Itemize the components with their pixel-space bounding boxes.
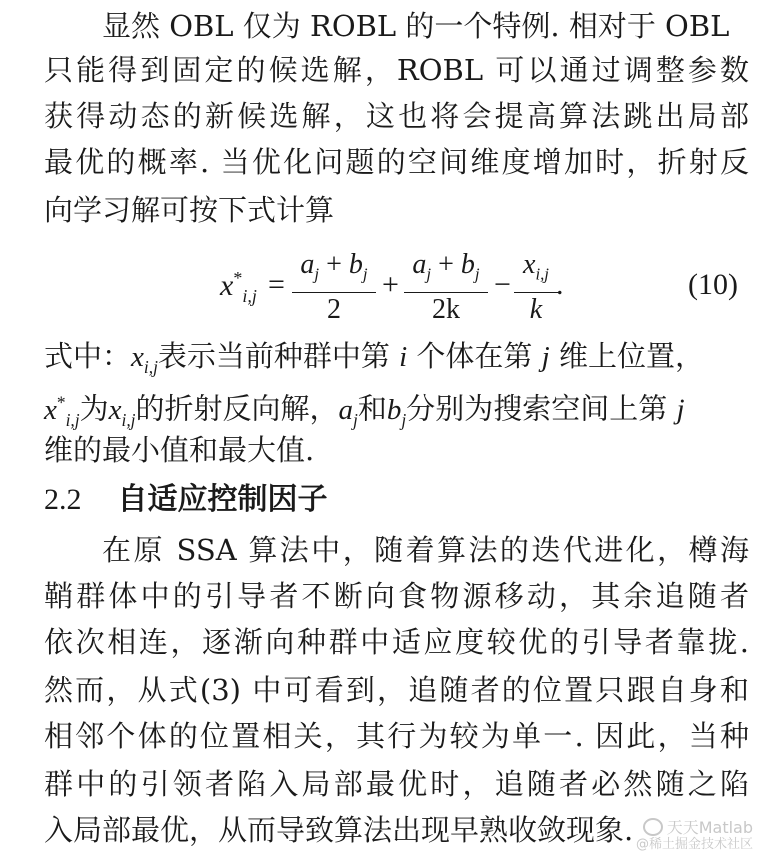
para1-line3: 获得动态的新候选解，这也将会提高算法跳出局部: [44, 99, 749, 133]
section-heading: [44, 478, 328, 522]
para3-line6: 群中的引领者陷入局部最优时，追随者必然随之陷: [44, 767, 749, 801]
fraction-2: $\frac{a_j + b_j}{2k}$: [404, 248, 488, 327]
para3-line2: 鞘群体中的引导者不断向食物源移动，其余追随者: [44, 579, 749, 613]
equation-period: .: [556, 268, 564, 301]
watermark-line1: 天天Matlab: [666, 818, 753, 837]
para3-line5: 相邻个体的位置相关，其行为较为单一. 因此，当种: [44, 719, 749, 753]
para3-line3: 依次相连，逐渐向种群中适应度较优的引导者靠拢.: [44, 625, 749, 659]
equation-number: (10): [688, 268, 738, 301]
para3-line4: 然而，从式(3) 中可看到，追随者的位置只跟自身和: [44, 673, 749, 707]
section-number: 2.2: [44, 483, 82, 516]
equals-sign: =: [268, 268, 285, 301]
equation-10: [0, 244, 761, 324]
para3-line7: 入局部最优，从而导致算法出现早熟收敛现象.: [44, 813, 634, 847]
fraction-1: $\frac{a_j + b_j}{2}$: [292, 248, 376, 327]
para2-line2: $x^*_{i,j}$为$x_{i,j}$的折射反向解，$a_j$和$b_j$分别为搜索空间上第 j: [44, 391, 685, 430]
para3-line1: 在原 SSA 算法中，随着算法的迭代进化，樽海: [102, 533, 749, 567]
plus-sign: +: [382, 268, 399, 301]
para1-line1: 显然 OBL 仅为 ROBL 的一个特例. 相对于 OBL: [102, 9, 730, 43]
watermark: [636, 819, 753, 852]
para1-line4: 最优的概率. 当优化问题的空间维度增加时，折射反: [44, 145, 749, 179]
minus-sign: −: [494, 268, 511, 301]
section-title: 自适应控制因子: [117, 482, 328, 517]
para2-line3: 维的最小值和最大值.: [44, 433, 315, 467]
watermark-line2: @稀土掘金技术社区: [635, 837, 753, 852]
para1-line2: 只能得到固定的候选解，ROBL 可以通过调整参数: [44, 53, 749, 87]
para1-line5: 向学习解可按下式计算: [44, 193, 335, 227]
fraction-3: $\frac{x_{i,j}}{k}$: [514, 248, 558, 327]
para2-line1: 式中：$x_{i,j}$表示当前种群中第 i 个体在第 j 维上位置，: [44, 339, 704, 377]
equation-lhs: $x^*_{i,j}$: [220, 268, 257, 306]
